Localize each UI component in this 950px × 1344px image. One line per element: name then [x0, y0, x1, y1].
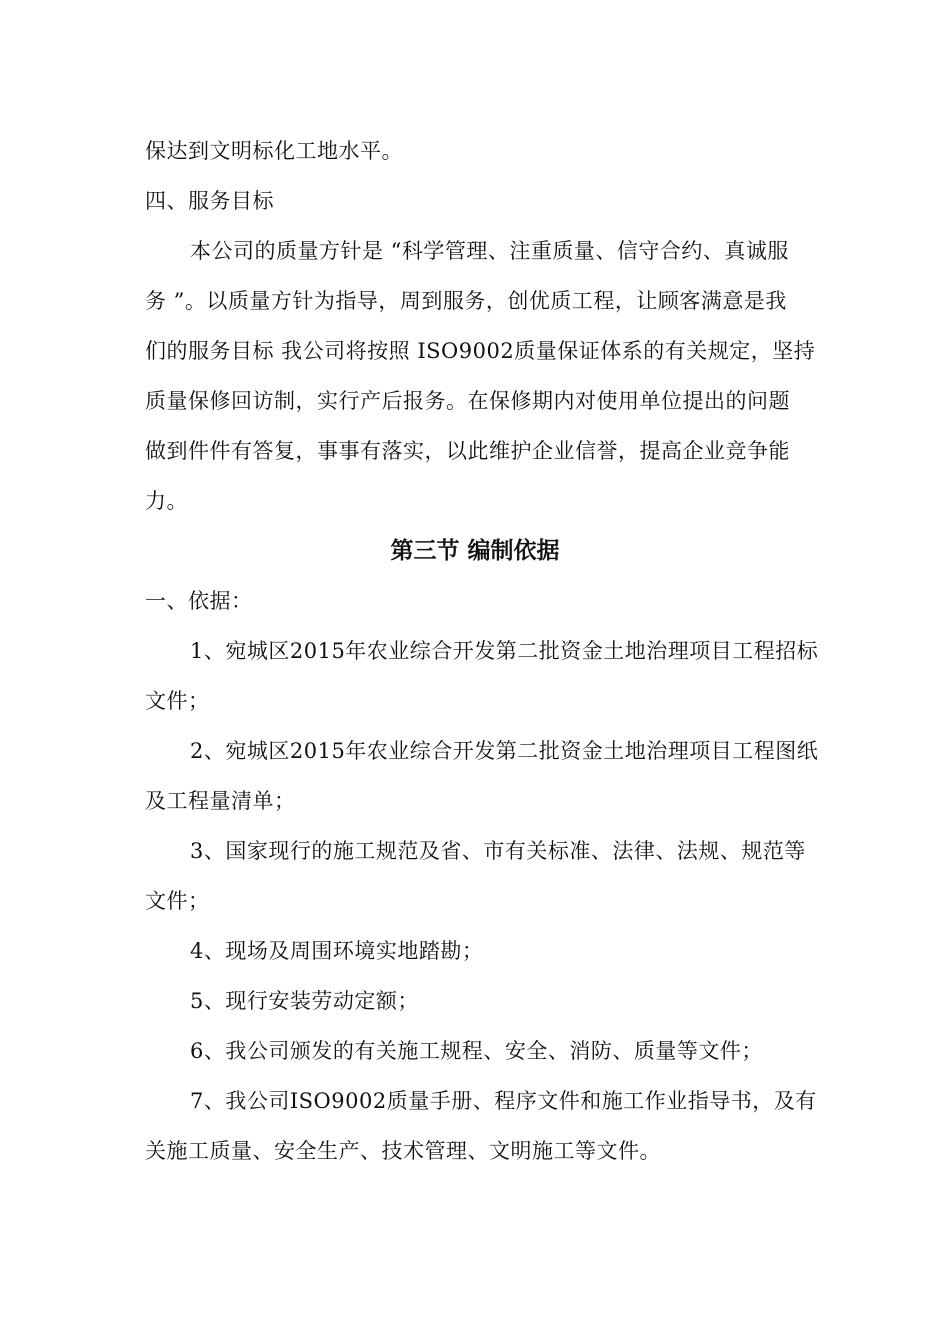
paragraph-line: 质量保修回访制，实行产后报务。在保修期内对使用单位提出的问题 — [145, 389, 790, 413]
list-item-line: 关施工质量、安全生产、技术管理、文明施工等文件。 — [145, 1139, 661, 1163]
list-item-line: 文件； — [145, 889, 210, 913]
list-item-line: 3、国家现行的施工规范及省、市有关标准、法律、法规、规范等 — [190, 839, 806, 863]
paragraph-line: 们的服务目标 我公司将按照 ISO9002质量保证体系的有关规定，坚持 — [145, 339, 816, 363]
list-item-line: 2、宛城区2015年农业综合开发第二批资金土地治理项目工程图纸 — [190, 739, 819, 763]
paragraph-line: 力。 — [145, 489, 188, 513]
subheading-basis: 一、依据： — [145, 589, 253, 613]
paragraph-line: 本公司的质量方针是 “科学管理、注重质量、信守合约、真诚服 — [190, 239, 789, 263]
paragraph-line: 保达到文明标化工地水平。 — [145, 139, 403, 163]
list-item: 4、现场及周围环境实地踏勘； — [190, 939, 484, 963]
list-item-line: 7、我公司ISO9002质量手册、程序文件和施工作业指导书，及有 — [190, 1089, 817, 1113]
list-item-line: 及工程量清单； — [145, 789, 296, 813]
list-item: 6、我公司颁发的有关施工规程、安全、消防、质量等文件； — [190, 1039, 763, 1063]
list-item-line: 1、宛城区2015年农业综合开发第二批资金土地治理项目工程招标 — [190, 639, 819, 663]
paragraph-line: 做到件件有答复，事事有落实，以此维护企业信誉，提高企业竞争能 — [145, 439, 790, 463]
section-title: 第三节 编制依据 — [390, 538, 560, 564]
subheading-service-goal: 四、服务目标 — [145, 189, 274, 213]
list-item: 5、现行安装劳动定额； — [190, 989, 419, 1013]
list-item-line: 文件； — [145, 689, 210, 713]
paragraph-line: 务 ”。以质量方针为指导，周到服务，创优质工程，让顾客满意是我 — [145, 289, 787, 313]
